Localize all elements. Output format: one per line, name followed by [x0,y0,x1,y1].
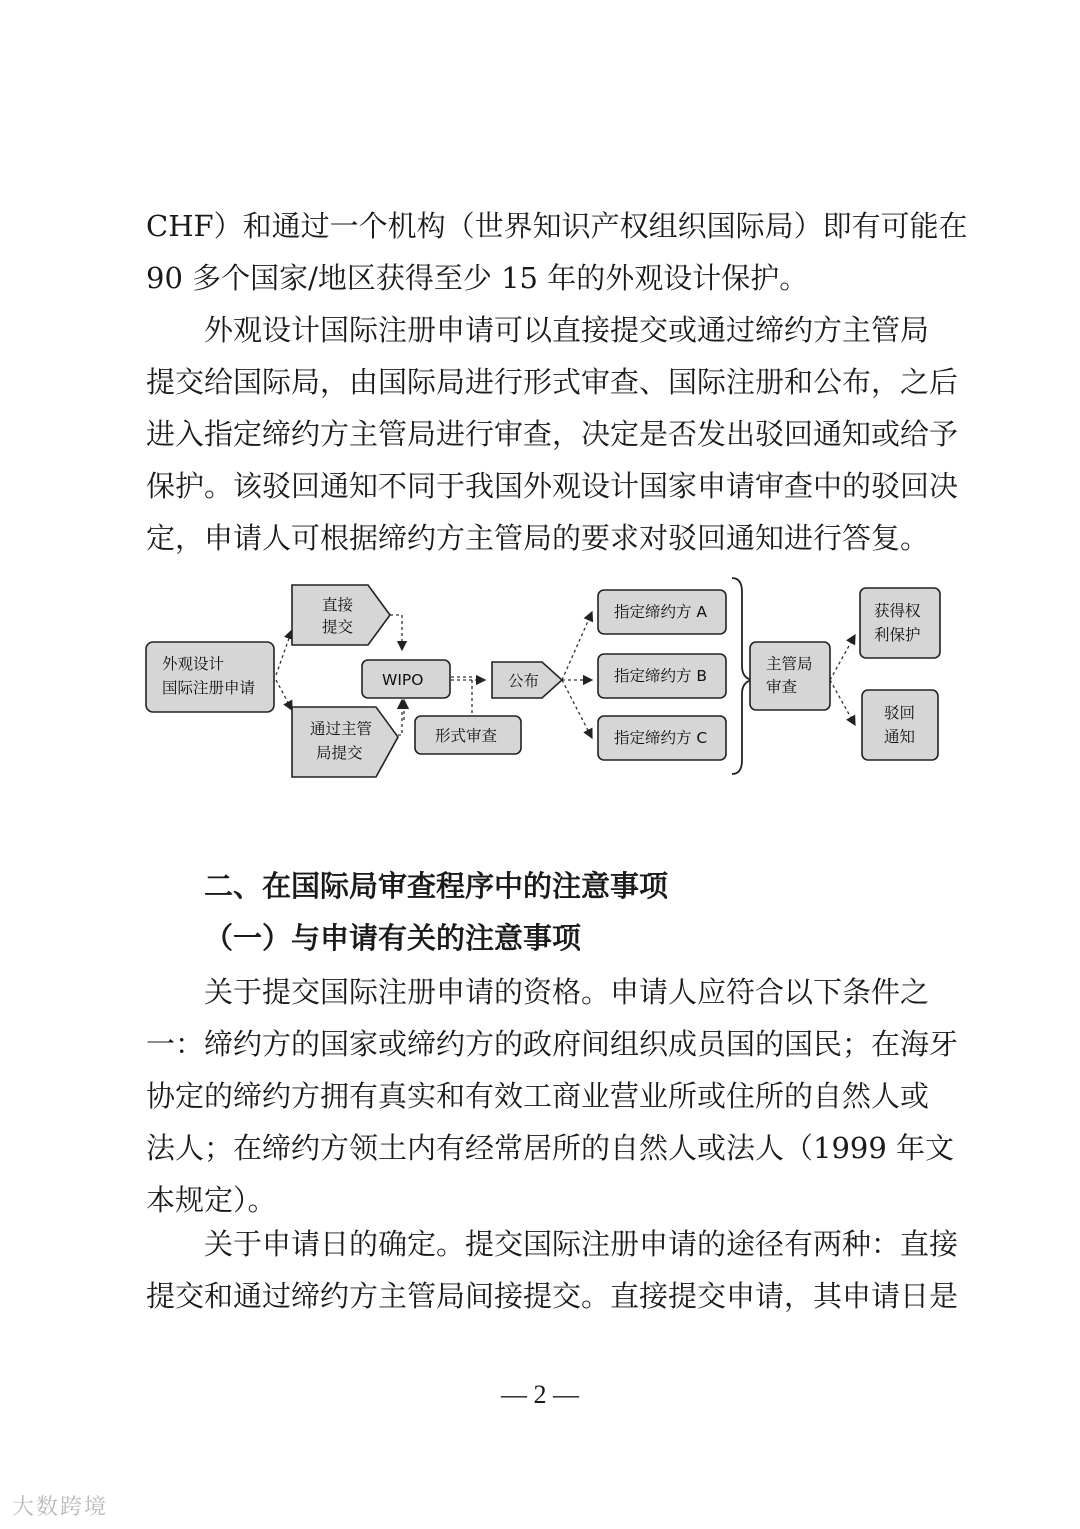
designated-b-label: 指定缔约方 B [614,667,708,685]
watermark: 大数跨境 [12,1495,109,1520]
section-heading: 二、在国际局审查程序中的注意事项 [204,869,669,903]
direct-label-line1: 直接 [322,596,354,614]
arrow-to-refusal [830,680,855,725]
text-line: 一：缔约方的国家或缔约方的政府间组织成员国的国民；在海牙 [146,1027,959,1061]
publish-label: 公布 [508,672,540,690]
designated-c-label: 指定缔约方 C [614,729,708,747]
sub-heading: （一）与申请有关的注意事项 [204,921,582,955]
protect-label-line2: 利保护 [874,626,921,644]
designated-party-c-box [598,716,726,760]
designated-party-b-box [598,654,726,698]
arrow-direct-to-wipo [390,615,402,650]
application-box [146,642,274,712]
formal-exam-label: 形式审查 [435,727,498,745]
formal-exam-box [415,716,521,754]
via-office-shape [292,707,398,777]
text-line: 外观设计国际注册申请可以直接提交或通过缔约方主管局 [204,313,930,347]
arrow-to-protect [830,635,855,680]
refusal-label-line1: 驳回 [884,704,916,722]
via-office-label-line2: 局提交 [316,744,363,762]
text-line: CHF）和通过一个机构（世界知识产权组织国际局）即有可能在 [146,209,968,243]
arrow-to-designated-a [562,612,592,680]
text-line: 法人；在缔约方领土内有经常居所的自然人或法人（1999 年文 [146,1131,955,1165]
text-line: 保护。该驳回通知不同于我国外观设计国家申请审查中的驳回决 [146,469,959,503]
text-line: 协定的缔约方拥有真实和有效工商业营业所或住所的自然人或 [146,1079,930,1113]
refusal-label-line2: 通知 [884,728,916,746]
protect-label-line1: 获得权 [874,602,921,620]
direct-label-line2: 提交 [322,618,354,636]
designated-party-a-box [598,590,726,634]
arrow-to-via-office [276,680,292,710]
paragraph-1 [146,200,968,304]
wipo-label: WIPO [382,671,424,689]
text-line: 关于提交国际注册申请的资格。申请人应符合以下条件之 [204,975,930,1009]
office-exam-box [750,642,830,710]
text-line: 关于申请日的确定。提交国际注册申请的途径有两种：直接 [204,1227,959,1261]
application-label-line2: 国际注册申请 [162,679,256,697]
refusal-box [862,690,938,760]
text-line: 提交和通过缔约方主管局间接提交。直接提交申请，其申请日是 [146,1279,959,1313]
text-line: 定，申请人可根据缔约方主管局的要求对驳回通知进行答复。 [146,521,930,555]
arrow-to-direct [276,630,292,675]
direct-submit-shape [292,585,390,645]
arrow-via-to-wipo [398,700,402,735]
via-office-label-line1: 通过主管 [310,720,373,738]
wipo-box [362,660,450,698]
page-number: — 2 — [501,1380,579,1409]
application-label-line1: 外观设计 [162,655,225,673]
process-flow-diagram [130,570,960,785]
brace-shape [732,578,752,774]
designated-a-label: 指定缔约方 A [614,603,708,621]
office-exam-label-line2: 审查 [766,678,798,696]
paragraph-4 [146,1218,959,1322]
office-exam-label-line1: 主管局 [766,655,813,673]
text-line: 提交给国际局，由国际局进行形式审查、国际注册和公布，之后 [146,365,959,399]
paragraph-2 [146,304,959,564]
text-line: 进入指定缔约方主管局进行审查，决定是否发出驳回通知或给予 [146,417,959,451]
protection-box [860,588,940,658]
publish-shape [492,662,562,698]
text-line: 90 多个国家/地区获得至少 15 年的外观设计保护。 [146,261,809,295]
arrow-to-designated-c [562,680,592,738]
paragraph-3 [146,966,959,1226]
text-line: 本规定）。 [146,1183,277,1217]
